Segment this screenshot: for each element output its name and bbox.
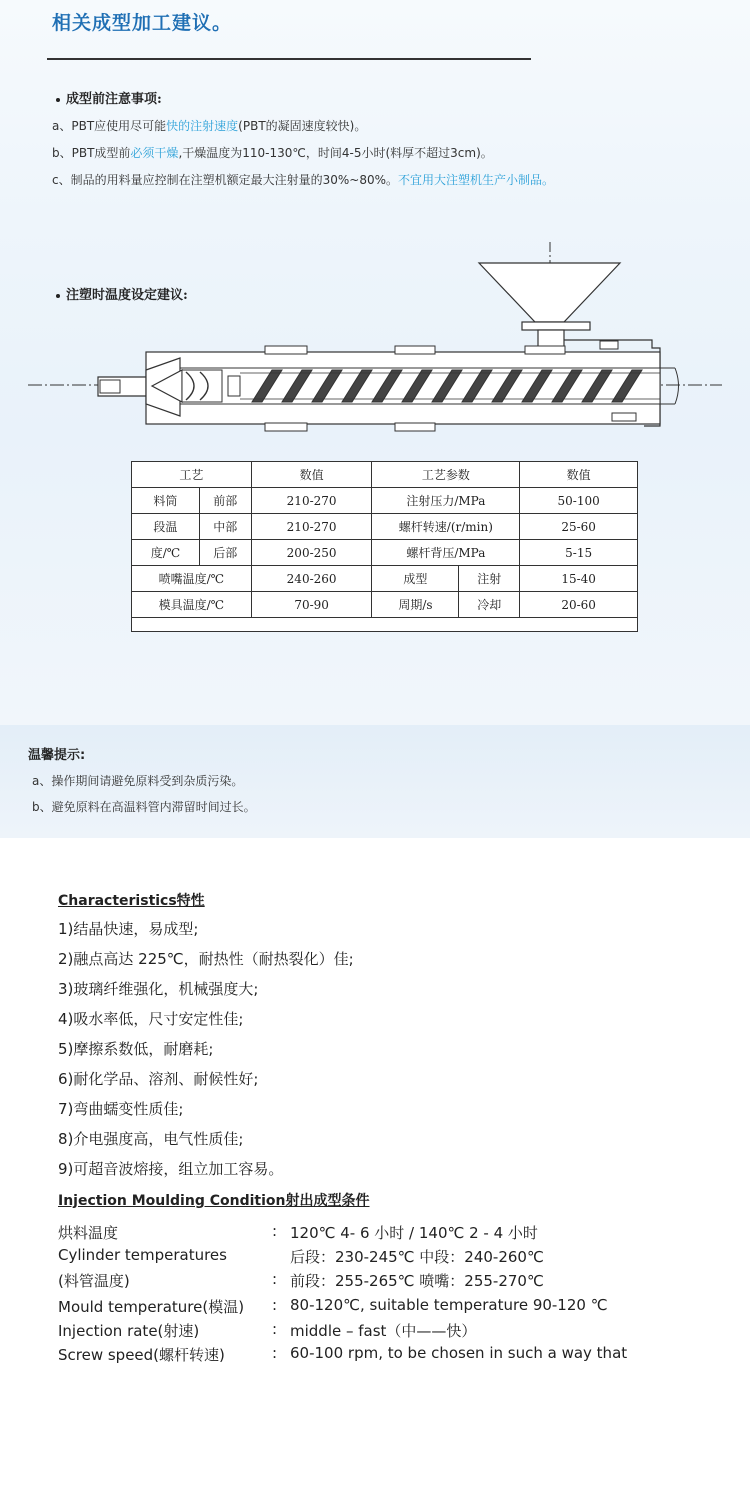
tip-item-b: b、避免原料在高温料管内滞留时间过长。 <box>32 800 256 814</box>
temperature-heading-text: 注塑时温度设定建议: <box>66 288 188 303</box>
param-injection-pressure: 注射压力/MPa <box>372 488 520 514</box>
cond-label-cylinder: Cylinder temperatures <box>58 1246 227 1264</box>
note-a-suffix: (PBT的凝固速度较快)。 <box>238 119 367 133</box>
table-spacer-row <box>132 618 638 632</box>
char-item-9: 9)可超音波熔接，组立加工容易。 <box>58 1160 284 1178</box>
mold-temp-value: 70-90 <box>251 592 372 618</box>
note-a-prefix: a、PBT应使用尽可能 <box>52 119 167 133</box>
char-item-6: 6)耐化学品、溶剂、耐候性好; <box>58 1070 259 1088</box>
table-row <box>132 514 638 540</box>
process-parameter-table <box>131 461 638 632</box>
note-b-prefix: b、PBT成型前 <box>52 146 131 160</box>
cond-label-screw-speed: Screw speed(螺杆转速) <box>58 1346 225 1364</box>
note-b-suffix: ,干燥温度为110-130℃，时间4-5小时(料厚不超过3cm)。 <box>178 146 493 160</box>
page-title: 相关成型加工建议。 <box>52 12 233 34</box>
note-b-highlight: 必须干燥 <box>130 146 179 160</box>
char-item-4: 4)吸水率低，尺寸安定性佳; <box>58 1010 244 1028</box>
pre-molding-heading-text: 成型前注意事项: <box>66 92 162 107</box>
cond-colon-drying: : <box>272 1222 278 1240</box>
barrel-label-3: 度/℃ <box>132 540 200 566</box>
nozzle-temp-label: 喷嘴温度/℃ <box>132 566 252 592</box>
param-screw-speed-value: 25-60 <box>520 514 638 540</box>
cond-value-mould: 80-120℃, suitable temperature 90-120 ℃ <box>290 1296 608 1314</box>
zone-middle-value: 210-270 <box>251 514 372 540</box>
zone-middle: 中部 <box>199 514 251 540</box>
char-item-5: 5)摩擦系数低，耐磨耗; <box>58 1040 214 1058</box>
char-item-7: 7)弯曲蠕变性质佳; <box>58 1100 184 1118</box>
tip-item-a: a、操作期间请避免原料受到杂质污染。 <box>32 774 244 788</box>
note-c-prefix: c、制品的用料量应控制在注塑机额定最大注射量的30%~80%。 <box>52 173 398 187</box>
zone-rear: 后部 <box>199 540 251 566</box>
header-param: 工艺参数 <box>372 462 520 488</box>
barrel-label-1: 料筒 <box>132 488 200 514</box>
cond-value-cylinder-front: 前段：255-265℃ 喷嘴：255-270℃ <box>290 1272 544 1290</box>
char-item-3: 3)玻璃纤维强化，机械强度大; <box>58 980 259 998</box>
inject-value: 15-40 <box>520 566 638 592</box>
table-row <box>132 592 638 618</box>
note-c-highlight: 不宜用大注塑机生产小制品。 <box>398 173 555 187</box>
param-back-pressure-value: 5-15 <box>520 540 638 566</box>
zone-front: 前部 <box>199 488 251 514</box>
title-divider <box>47 58 531 60</box>
injection-machine-diagram <box>0 230 750 450</box>
mold-temp-label: 模具温度/℃ <box>132 592 252 618</box>
header-param-value: 数值 <box>520 462 638 488</box>
char-item-2: 2)融点高达 225℃，耐热性（耐热裂化）佳; <box>58 950 354 968</box>
cool-label: 冷却 <box>459 592 520 618</box>
inject-label: 注射 <box>459 566 520 592</box>
header-value: 数值 <box>251 462 372 488</box>
barrel-label-2: 段温 <box>132 514 200 540</box>
table-header-row <box>132 462 638 488</box>
zone-front-value: 210-270 <box>251 488 372 514</box>
cond-value-drying: 120℃ 4- 6 小时 / 140℃ 2 - 4 小时 <box>290 1224 538 1242</box>
cond-colon-injection-rate: : <box>272 1320 278 1338</box>
table-row <box>132 488 638 514</box>
cycle-label-1: 成型 <box>372 566 459 592</box>
bullet-icon <box>56 98 60 102</box>
cond-colon-cylinder: : <box>272 1270 278 1288</box>
rear-clamp <box>600 341 618 349</box>
zone-rear-value: 200-250 <box>251 540 372 566</box>
note-c <box>52 171 554 188</box>
tips-heading: 温馨提示: <box>28 748 86 763</box>
cond-colon-mould: : <box>272 1296 278 1314</box>
cond-colon-screw-speed: : <box>272 1344 278 1362</box>
cond-value-screw-speed: 60-100 rpm, to be chosen in such a way that <box>290 1344 628 1362</box>
cond-label-cylinder-cn: (料管温度) <box>58 1272 130 1290</box>
cond-label-drying: 烘料温度 <box>58 1224 119 1242</box>
table-row <box>132 540 638 566</box>
cycle-label-2: 周期/s <box>372 592 459 618</box>
cond-label-mould: Mould temperature(模温) <box>58 1298 245 1316</box>
param-injection-pressure-value: 50-100 <box>520 488 638 514</box>
pre-molding-heading <box>56 88 162 107</box>
table-row <box>132 566 638 592</box>
note-a <box>52 117 366 134</box>
hopper-flange <box>522 322 590 330</box>
cool-value: 20-60 <box>520 592 638 618</box>
char-item-1: 1)结晶快速，易成型; <box>58 920 199 938</box>
note-b <box>52 144 493 161</box>
char-item-8: 8)介电强度高，电气性质佳; <box>58 1130 244 1148</box>
hopper-funnel <box>479 263 620 322</box>
param-screw-speed: 螺杆转速/(r/min) <box>372 514 520 540</box>
injection-heading: Injection Moulding Condition射出成型条件 <box>58 1193 370 1209</box>
nozzle-tip <box>100 380 120 393</box>
cond-label-injection-rate: Injection rate(射速) <box>58 1322 200 1340</box>
cond-value-injection-rate: middle – fast（中——快） <box>290 1322 477 1340</box>
characteristics-heading: Characteristics特性 <box>58 893 205 909</box>
screw-shank <box>228 376 240 396</box>
param-back-pressure: 螺杆背压/MPa <box>372 540 520 566</box>
cond-value-cylinder-rear: 后段：230-245℃ 中段：240-260℃ <box>290 1248 544 1266</box>
note-a-highlight: 快的注射速度 <box>166 119 239 133</box>
nozzle-temp-value: 240-260 <box>251 566 372 592</box>
header-process: 工艺 <box>132 462 252 488</box>
